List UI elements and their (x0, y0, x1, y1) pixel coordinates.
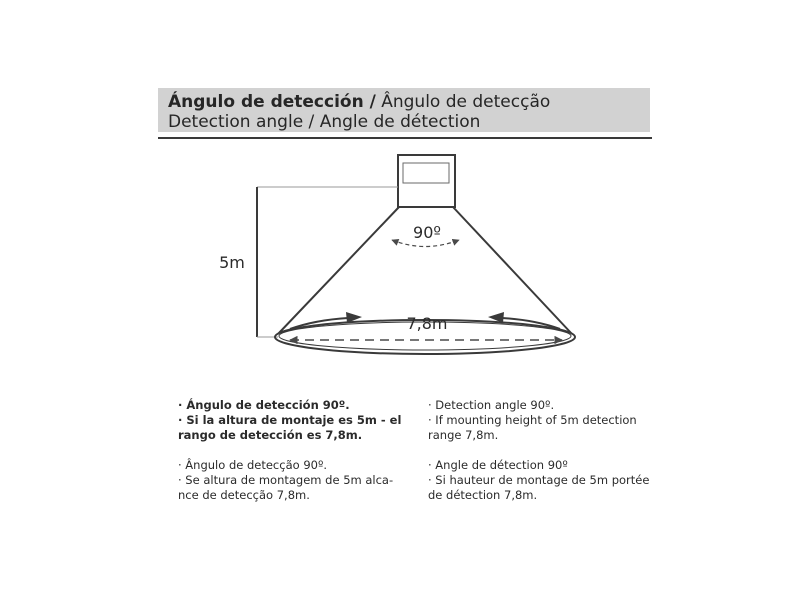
title-english-french: Detection angle / Angle de détection (168, 112, 481, 132)
cone-right-edge (453, 207, 572, 334)
rotation-arrow-right (488, 312, 560, 329)
note-en-3: range 7,8m. (428, 428, 499, 442)
note-pt-1: · Ângulo de detecção 90º. (178, 458, 328, 472)
range-label: 7,8m (406, 314, 448, 333)
cone-left-edge (278, 207, 399, 334)
note-es-2: · Si la altura de montaje es 5m - el (178, 413, 402, 427)
note-fr-3: de détection 7,8m. (428, 488, 538, 502)
note-fr-1: · Angle de détection 90º (428, 458, 568, 472)
note-pt-2: · Se altura de montagem de 5m alca- (178, 473, 394, 487)
angle-label: 90º (413, 223, 441, 242)
note-es-3: rango de detección es 7,8m. (178, 428, 363, 442)
title-spanish: Ángulo de detección / (168, 92, 376, 112)
note-pt-3: nce de detecção 7,8m. (178, 488, 310, 502)
rotation-arrow-left (290, 312, 362, 329)
note-en-2: · If mounting height of 5m detection (428, 413, 637, 427)
notes-left-column (178, 398, 408, 503)
note-es-1: · Ángulo de detección 90º. (178, 398, 350, 412)
sensor-icon (398, 155, 455, 207)
note-en-1: · Detection angle 90º. (428, 398, 555, 412)
notes-right-column (428, 398, 658, 503)
height-label: 5m (219, 253, 245, 272)
title-portuguese: Ângulo de detecção (381, 92, 551, 112)
note-fr-2: · Si hauteur de montage de 5m portée (428, 473, 650, 487)
